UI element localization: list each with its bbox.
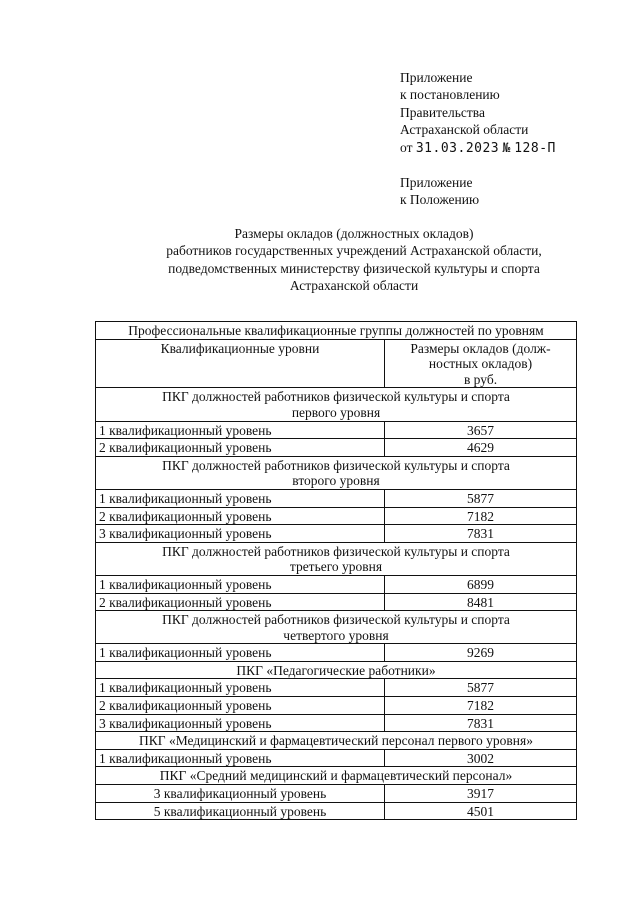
group-title-row (96, 767, 577, 785)
date-stamp: 31.03.2023 (415, 140, 500, 156)
qualification-level: 3 квалификационный уровень (96, 714, 385, 732)
salary-header-line: в руб. (463, 371, 498, 387)
qualification-level: 3 квалификационный уровень (96, 785, 385, 803)
table-row (96, 439, 577, 457)
salary-value: 3002 (385, 749, 577, 767)
salary-value: 7182 (385, 507, 577, 525)
column-header-salary (385, 339, 577, 388)
salary-value: 4501 (385, 802, 577, 820)
table-row (96, 714, 577, 732)
title-line: подведомственных министерству физической культуры и спорта (168, 260, 540, 276)
header-line: Правительства (400, 104, 485, 120)
qualification-level: 2 квалификационный уровень (96, 697, 385, 715)
title-line: работников государственных учреждений Астраханской области, (166, 243, 542, 259)
group-title (96, 456, 577, 489)
table-row (96, 785, 577, 803)
table-row (96, 575, 577, 593)
document-title (100, 225, 608, 295)
group-title-line: ПКГ «Медицинский и фармацевтический персонал первого уровня» (139, 733, 533, 749)
table-row (96, 749, 577, 767)
date-number-line (400, 139, 630, 157)
qualification-level: 5 квалификационный уровень (96, 802, 385, 820)
salary-value: 5877 (385, 489, 577, 507)
group-title-line: ПКГ «Средний медицинский и фармацевтический персонал» (159, 768, 513, 784)
qualification-level: 1 квалификационный уровень (96, 575, 385, 593)
group-title-line: ПКГ должностей работников физической культуры и спорта (162, 612, 510, 628)
table-top-header-row (96, 322, 577, 340)
group-title (96, 661, 577, 679)
title-line: Астраханской области (289, 278, 419, 294)
column-header-levels: Квалификационные уровни (96, 339, 385, 388)
header-line: Приложение (400, 70, 473, 85)
qualification-level: 1 квалификационный уровень (96, 489, 385, 507)
table-row (96, 679, 577, 697)
table-row (96, 697, 577, 715)
table-row (96, 593, 577, 611)
group-title-row (96, 542, 577, 575)
table-row (96, 802, 577, 820)
group-title-line: ПКГ должностей работников физической культуры и спорта (162, 543, 510, 559)
salary-value: 7831 (385, 525, 577, 543)
salary-value: 5877 (385, 679, 577, 697)
group-title-line: второго уровня (292, 473, 380, 489)
group-title-line: ПКГ «Педагогические работники» (236, 662, 436, 678)
table-row (96, 507, 577, 525)
qualification-level: 1 квалификационный уровень (96, 749, 385, 767)
group-title (96, 732, 577, 750)
table-column-header-row (96, 339, 577, 388)
group-title-row (96, 611, 577, 644)
appendix-line: к Положению (400, 192, 480, 208)
qualification-level: 2 квалификационный уровень (96, 439, 385, 457)
appendix-line: Приложение (400, 175, 473, 191)
salary-value: 8481 (385, 593, 577, 611)
salary-value: 9269 (385, 644, 577, 662)
group-title (96, 767, 577, 785)
table-row (96, 421, 577, 439)
qualification-level: 3 квалификационный уровень (96, 525, 385, 543)
group-title (96, 542, 577, 575)
number-stamp: 128-П (514, 140, 556, 156)
group-title-row (96, 732, 577, 750)
salary-value: 3917 (385, 785, 577, 803)
salary-header-line: Размеры окладов (долж- (410, 340, 551, 356)
qualification-level: 2 квалификационный уровень (96, 507, 385, 525)
group-title-line: первого уровня (291, 404, 381, 420)
salary-table (95, 321, 577, 820)
qualification-level: 2 квалификационный уровень (96, 593, 385, 611)
group-title-line: ПКГ должностей работников физической культуры и спорта (162, 457, 510, 473)
group-title (96, 388, 577, 421)
salary-value: 6899 (385, 575, 577, 593)
group-title-line: третьего уровня (289, 559, 383, 575)
qualification-level: 1 квалификационный уровень (96, 679, 385, 697)
group-title (96, 611, 577, 644)
header-line: к постановлению (400, 87, 500, 103)
table-row (96, 489, 577, 507)
header-line: Астраханской области (400, 122, 529, 138)
group-title-row (96, 388, 577, 421)
qualification-level: 1 квалификационный уровень (96, 644, 385, 662)
table-top-header: Профессиональные квалификационные группы должностей по уровням (96, 322, 577, 340)
group-title-row (96, 661, 577, 679)
salary-header-line: ностных окладов) (428, 356, 533, 372)
number-sign: № (502, 140, 511, 156)
title-line: Размеры окладов (должностных окладов) (234, 226, 474, 241)
group-title-line: четвертого уровня (283, 627, 389, 643)
group-title-row (96, 456, 577, 489)
salary-value: 7182 (385, 697, 577, 715)
salary-value: 4629 (385, 439, 577, 457)
salary-value: 7831 (385, 714, 577, 732)
date-prefix: от (400, 139, 413, 155)
qualification-level: 1 квалификационный уровень (96, 421, 385, 439)
group-title-line: ПКГ должностей работников физической культуры и спорта (162, 389, 510, 405)
table-row (96, 525, 577, 543)
salary-value: 3657 (385, 421, 577, 439)
table-row (96, 644, 577, 662)
document-header (400, 69, 630, 209)
